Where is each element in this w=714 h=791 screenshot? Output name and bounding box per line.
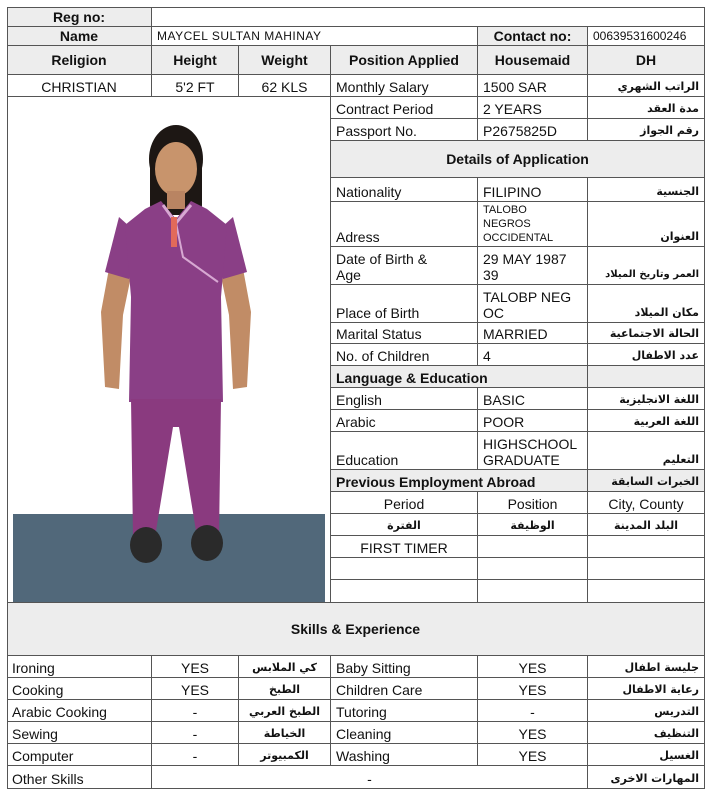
address-value (478, 202, 588, 247)
contract-period-arabic: مدة العقد (588, 97, 705, 119)
details-title: Details of Application (331, 141, 705, 178)
dh-header: DH (588, 46, 705, 75)
skill-value-right: YES (478, 678, 588, 700)
nationality-arabic: الجنسية (588, 178, 705, 202)
pob-arabic: مكان الميلاد (588, 285, 705, 323)
employment-header-period-arabic: الفترة (331, 514, 478, 536)
employment-header-city: City, County (588, 492, 705, 514)
skill-arabic-left: الطبخ (239, 678, 331, 700)
height-value: 5'2 FT (152, 75, 239, 97)
english-arabic: اللغة الانجليزية (588, 388, 705, 410)
language-education-title-blank (588, 366, 705, 388)
monthly-salary-label: Monthly Salary (331, 75, 478, 97)
employment-row-2-city (588, 558, 705, 580)
employment-header-city-arabic: البلد المدينة (588, 514, 705, 536)
skill-label-right: Cleaning (331, 722, 478, 744)
passport-arabic: رقم الجواز (588, 119, 705, 141)
skill-label-left: Ironing (7, 656, 152, 678)
skill-arabic-right: التدريس (588, 700, 705, 722)
children-arabic: عدد الاطفال (588, 344, 705, 366)
skill-label-right: Washing (331, 744, 478, 766)
other-skills-arabic: المهارات الاخرى (588, 766, 705, 789)
employment-row-2-position (478, 558, 588, 580)
arabic-language-value: POOR (478, 410, 588, 432)
employment-title: Previous Employment Abroad (331, 470, 588, 492)
marital-arabic: الحالة الاجتماعية (588, 323, 705, 344)
children-label: No. of Children (331, 344, 478, 366)
skill-value-left: YES (152, 656, 239, 678)
address-line-1: TALOBO (483, 204, 527, 216)
education-value-line-2: GRADUATE (483, 452, 560, 468)
marital-value: MARRIED (478, 323, 588, 344)
passport-label: Passport No. (331, 119, 478, 141)
dob-value-line-1: 29 MAY 1987 (483, 251, 567, 267)
education-value (478, 432, 588, 470)
skill-arabic-right: التنظيف (588, 722, 705, 744)
address-line-3: OCCIDENTAL (483, 232, 554, 244)
arabic-language-label: Arabic (331, 410, 478, 432)
employment-row-3-position (478, 580, 588, 603)
employment-row-3-period (331, 580, 478, 603)
dob-arabic: العمر وتاريخ الميلاد (588, 247, 705, 285)
address-label: Adress (331, 202, 478, 247)
skill-value-left: - (152, 744, 239, 766)
skill-label-left: Cooking (7, 678, 152, 700)
skill-label-left: Computer (7, 744, 152, 766)
weight-value: 62 KLS (239, 75, 331, 97)
skill-label-left: Arabic Cooking (7, 700, 152, 722)
employment-header-position: Position (478, 492, 588, 514)
skill-value-right: YES (478, 744, 588, 766)
skill-label-left: Sewing (7, 722, 152, 744)
skill-label-right: Baby Sitting (331, 656, 478, 678)
housemaid-header: Housemaid (478, 46, 588, 75)
reg-label: Reg no: (7, 7, 152, 27)
reg-value (152, 7, 705, 27)
address-arabic: العنوان (588, 202, 705, 247)
applicant-photo (13, 97, 325, 602)
skill-arabic-right: الغسيل (588, 744, 705, 766)
employment-row-1-position (478, 536, 588, 558)
monthly-salary-arabic: الراتب الشهري (588, 75, 705, 97)
education-arabic: التعليم (588, 432, 705, 470)
contact-label: Contact no: (478, 27, 588, 46)
skill-value-left: - (152, 722, 239, 744)
skill-arabic-left: الخياطة (239, 722, 331, 744)
skill-value-left: - (152, 700, 239, 722)
position-applied-header: Position Applied (331, 46, 478, 75)
employment-header-position-arabic: الوظيفة (478, 514, 588, 536)
skill-label-right: Children Care (331, 678, 478, 700)
employment-header-period: Period (331, 492, 478, 514)
skill-value-right: YES (478, 722, 588, 744)
pob-value (478, 285, 588, 323)
employment-row-1-period: FIRST TIMER (331, 536, 478, 558)
dob-value (478, 247, 588, 285)
nationality-label: Nationality (331, 178, 478, 202)
dob-value-line-2: 39 (483, 267, 499, 283)
dob-label (331, 247, 478, 285)
skill-arabic-left: كي الملابس (239, 656, 331, 678)
dob-label-line-1: Date of Birth & (336, 251, 428, 267)
religion-value: CHRISTIAN (7, 75, 152, 97)
height-header: Height (152, 46, 239, 75)
contract-period-value: 2 YEARS (478, 97, 588, 119)
applicant-figure (13, 97, 325, 602)
weight-header: Weight (239, 46, 331, 75)
employment-row-3-city (588, 580, 705, 603)
skill-value-right: - (478, 700, 588, 722)
pob-value-line-2: OC (483, 305, 504, 321)
employment-row-1-city (588, 536, 705, 558)
education-value-line-1: HIGHSCHOOL (483, 436, 578, 452)
marital-label: Marital Status (331, 323, 478, 344)
application-sheet (7, 7, 705, 789)
english-value: BASIC (478, 388, 588, 410)
skill-arabic-left: الطبخ العربي (239, 700, 331, 722)
contact-value: 00639531600246 (588, 27, 705, 46)
monthly-salary-value: 1500 SAR (478, 75, 588, 97)
employment-row-2-period (331, 558, 478, 580)
language-education-title: Language & Education (331, 366, 588, 388)
other-skills-label: Other Skills (7, 766, 152, 789)
pob-label: Place of Birth (331, 285, 478, 323)
skill-arabic-right: رعاية الاطفال (588, 678, 705, 700)
skill-arabic-left: الكمبيوتر (239, 744, 331, 766)
skill-arabic-right: جليسة اطفال (588, 656, 705, 678)
other-skills-value: - (152, 766, 588, 789)
contract-period-label: Contract Period (331, 97, 478, 119)
nationality-value: FILIPINO (478, 178, 588, 202)
passport-value: P2675825D (478, 119, 588, 141)
skill-value-left: YES (152, 678, 239, 700)
address-line-2: NEGROS (483, 218, 531, 230)
pob-value-line-1: TALOBP NEG (483, 289, 572, 305)
religion-header: Religion (7, 46, 152, 75)
children-value: 4 (478, 344, 588, 366)
employment-title-arabic: الخبرات السابقة (588, 470, 705, 492)
name-label: Name (7, 27, 152, 46)
arabic-language-arabic: اللغة العربية (588, 410, 705, 432)
skills-title: Skills & Experience (7, 603, 705, 656)
skill-value-right: YES (478, 656, 588, 678)
english-label: English (331, 388, 478, 410)
education-label: Education (331, 432, 478, 470)
dob-label-line-2: Age (336, 267, 361, 283)
name-value: MAYCEL SULTAN MAHINAY (152, 27, 478, 46)
skill-label-right: Tutoring (331, 700, 478, 722)
